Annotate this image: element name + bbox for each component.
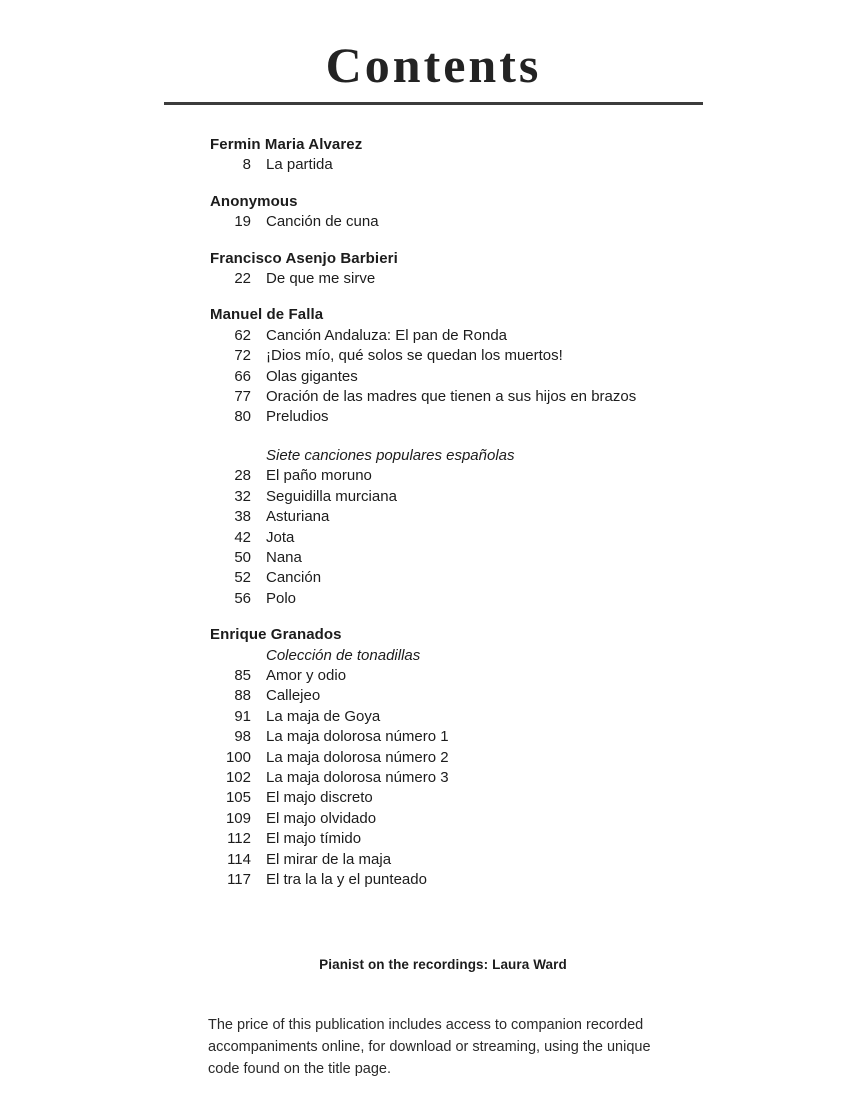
collection-subtitle: Siete canciones populares españolas [266, 446, 515, 464]
entry-page-number: 38 [234, 508, 251, 526]
entry-page-number: 112 [227, 830, 251, 848]
entry-song-title: Canción [266, 569, 322, 587]
song-group [210, 446, 636, 609]
entry-song-title: Asturiana [266, 508, 330, 526]
toc-entry [210, 346, 636, 366]
footer-note [208, 1014, 651, 1080]
composer-name: Enrique Granados [210, 626, 342, 644]
entry-page-number: 28 [234, 467, 251, 485]
title-block [164, 36, 703, 105]
entry-page-number: 50 [234, 548, 251, 566]
entry-song-title: El paño moruno [266, 467, 372, 485]
toc-entry [210, 768, 636, 788]
entry-page-number: 56 [234, 589, 251, 607]
toc-entry [210, 666, 636, 686]
composer-section [210, 625, 636, 890]
toc-entry [210, 487, 636, 507]
pianist-note: Pianist on the recordings: Laura Ward [319, 957, 567, 972]
entry-page-number: 80 [234, 408, 251, 426]
entry-song-title: Oración de las madres que tienen a sus hijos en brazos [266, 388, 637, 406]
entry-song-title: El tra la la y el punteado [266, 871, 427, 888]
entry-song-title: Canción de cuna [266, 213, 379, 231]
entry-page-number: 72 [234, 347, 251, 365]
song-group [210, 326, 636, 428]
toc-entry [210, 707, 636, 727]
entry-page-number: 109 [225, 809, 251, 827]
entry-page-number: 105 [225, 789, 251, 807]
entry-song-title: La maja de Goya [266, 707, 381, 725]
composer-name: Francisco Asenjo Barbieri [210, 249, 398, 267]
entry-page-number: 102 [225, 768, 251, 786]
entry-page-number: 77 [234, 388, 251, 406]
composer-name: Anonymous [210, 192, 298, 210]
toc-entry [210, 829, 636, 849]
entry-page-number: 32 [234, 487, 251, 505]
toc-entry [210, 727, 636, 747]
entry-song-title: Canción Andaluza: El pan de Ronda [266, 326, 508, 344]
entry-page-number: 85 [234, 666, 251, 684]
entry-page-number: 114 [227, 850, 251, 868]
entry-song-title: Amor y odio [266, 666, 347, 684]
title-rule [164, 102, 703, 105]
collection-subtitle: Colección de tonadillas [266, 646, 421, 664]
footer-line: The price of this publication includes access to companion recorded [208, 1017, 644, 1033]
entry-page-number: 42 [234, 528, 251, 546]
footer-line: accompaniments online, for download or streaming, using the unique [208, 1039, 651, 1055]
entry-page-number: 66 [234, 367, 251, 385]
composer-name: Manuel de Falla [210, 306, 324, 324]
composer-name: Fermin Maria Alvarez [210, 136, 363, 153]
entry-page-number: 62 [234, 326, 251, 344]
composer-section [210, 192, 636, 233]
entry-page-number: 19 [234, 213, 251, 231]
toc-entry [210, 507, 636, 527]
toc [210, 135, 636, 906]
entry-song-title: La maja dolorosa número 2 [266, 748, 449, 766]
entry-song-title: El majo discreto [266, 789, 373, 807]
footer-line: code found on the title page. [208, 1061, 392, 1077]
toc-entry [210, 528, 636, 548]
song-group [210, 646, 636, 891]
entry-song-title: Nana [266, 548, 302, 566]
entry-song-title: Olas gigantes [266, 367, 358, 385]
toc-entry [210, 326, 636, 346]
song-group [210, 269, 636, 289]
entry-song-title: El majo olvidado [266, 809, 377, 827]
toc-entry [210, 407, 636, 427]
entry-song-title: El mirar de la maja [266, 850, 392, 868]
entry-page-number: 88 [234, 687, 251, 705]
toc-entry [210, 748, 636, 768]
toc-entry [210, 788, 636, 808]
entry-page-number: 98 [234, 728, 251, 746]
entry-page-number: 52 [234, 569, 251, 587]
composer-section [210, 135, 636, 176]
entry-song-title: La maja dolorosa número 3 [266, 768, 449, 786]
entry-song-title: ¡Dios mío, qué solos se quedan los muertos! [266, 347, 563, 365]
entry-page-number: 117 [227, 871, 251, 888]
toc-entry [210, 387, 636, 407]
entry-song-title: Preludios [266, 408, 329, 426]
toc-entry [210, 850, 636, 870]
toc-entry [210, 155, 636, 175]
entry-song-title: Seguidilla murciana [266, 487, 397, 505]
toc-entry [210, 548, 636, 568]
entry-page-number: 8 [242, 156, 251, 174]
toc-entry [210, 870, 636, 890]
entry-page-number: 100 [225, 748, 251, 766]
composer-section [210, 305, 636, 609]
toc-entry [210, 686, 636, 706]
toc-entry [210, 809, 636, 829]
toc-entry [210, 568, 636, 588]
song-group [210, 155, 636, 175]
entry-song-title: Jota [266, 528, 295, 546]
entry-song-title: Polo [266, 589, 297, 607]
entry-song-title: El majo tímido [266, 830, 362, 848]
entry-song-title: Callejeo [266, 687, 321, 705]
toc-entry [210, 269, 636, 289]
page-title: Contents [325, 37, 542, 93]
composer-section [210, 249, 636, 290]
entry-page-number: 91 [234, 707, 251, 725]
entry-song-title: De que me sirve [266, 270, 376, 288]
toc-entry [210, 589, 636, 609]
entry-song-title: La partida [266, 156, 333, 174]
song-group [210, 212, 636, 232]
toc-entry [210, 466, 636, 486]
entry-page-number: 22 [234, 270, 251, 288]
toc-entry [210, 367, 636, 387]
entry-song-title: La maja dolorosa número 1 [266, 728, 449, 746]
toc-entry [210, 212, 636, 232]
